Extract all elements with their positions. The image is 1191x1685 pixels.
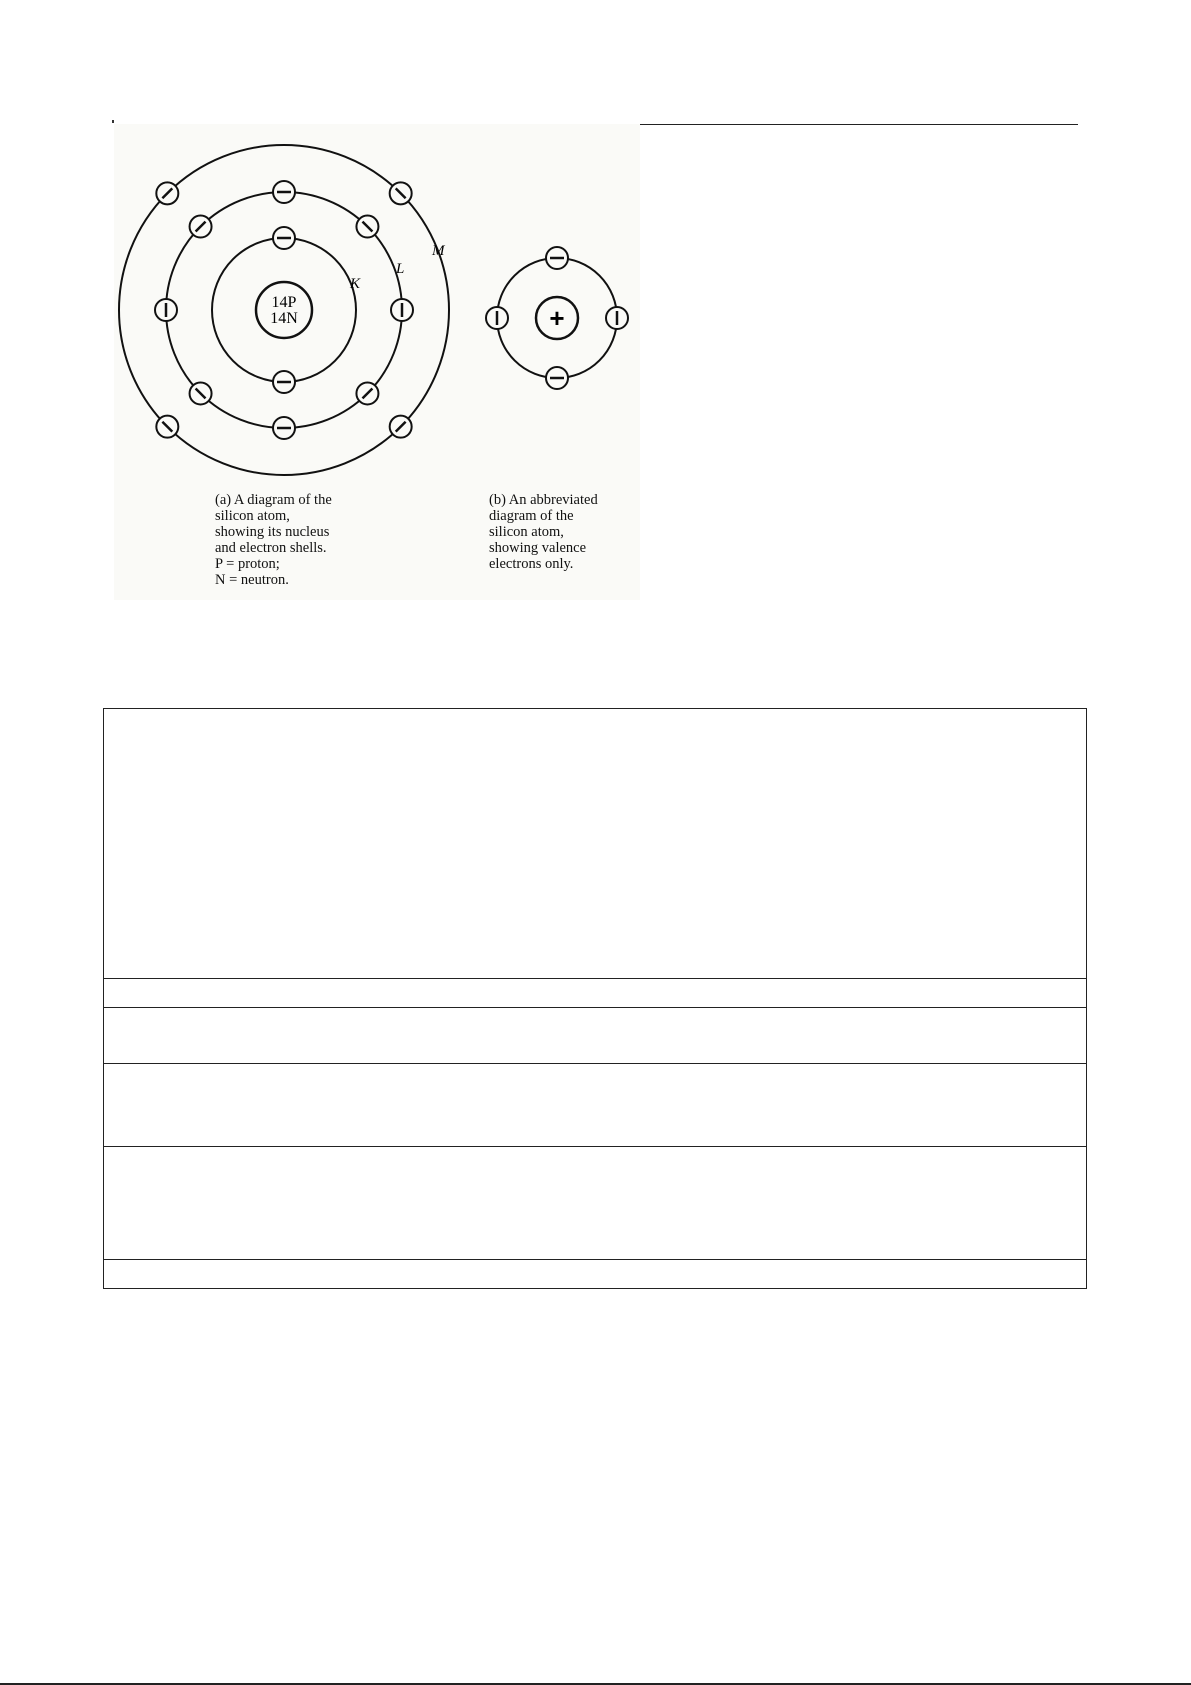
electron-m xyxy=(156,182,178,204)
electron-l xyxy=(273,181,295,203)
table-row xyxy=(104,709,1087,979)
electron-m xyxy=(390,416,412,438)
table-row xyxy=(104,1064,1087,1147)
table-row xyxy=(104,1008,1087,1064)
corner-tick xyxy=(112,120,114,123)
electron-l xyxy=(155,299,177,321)
electron-m xyxy=(390,182,412,204)
electron-l xyxy=(391,299,413,321)
table-row xyxy=(104,979,1087,1008)
electron-l xyxy=(273,417,295,439)
table-row xyxy=(104,1260,1087,1289)
shell-label-l: L xyxy=(396,261,405,277)
electron-l xyxy=(190,382,212,404)
electron-valence xyxy=(606,307,628,329)
header-rule xyxy=(640,124,1078,125)
nucleus-neutrons: 14N xyxy=(270,310,298,327)
electron-l xyxy=(356,216,378,238)
electron-valence xyxy=(546,247,568,269)
electron-valence xyxy=(546,367,568,389)
electron-l xyxy=(356,382,378,404)
shell-label-m: M xyxy=(432,243,445,259)
electron-l xyxy=(190,216,212,238)
shell-label-k: K xyxy=(350,276,361,292)
electron-valence xyxy=(486,307,508,329)
nucleus-protons: 14P xyxy=(271,294,297,311)
electron-k xyxy=(273,371,295,393)
caption-b: (b) An abbreviated diagram of the silicon atom, showing valence electrons only. xyxy=(489,492,598,572)
core-plus-symbol: + xyxy=(549,303,565,333)
electron-m xyxy=(156,416,178,438)
empty-table xyxy=(103,708,1087,1289)
electron-k xyxy=(273,227,295,249)
caption-a: (a) A diagram of the silicon atom, showing its nucleus and electron shells. P = proton; N = neutron. xyxy=(215,492,332,588)
table-row xyxy=(104,1147,1087,1260)
